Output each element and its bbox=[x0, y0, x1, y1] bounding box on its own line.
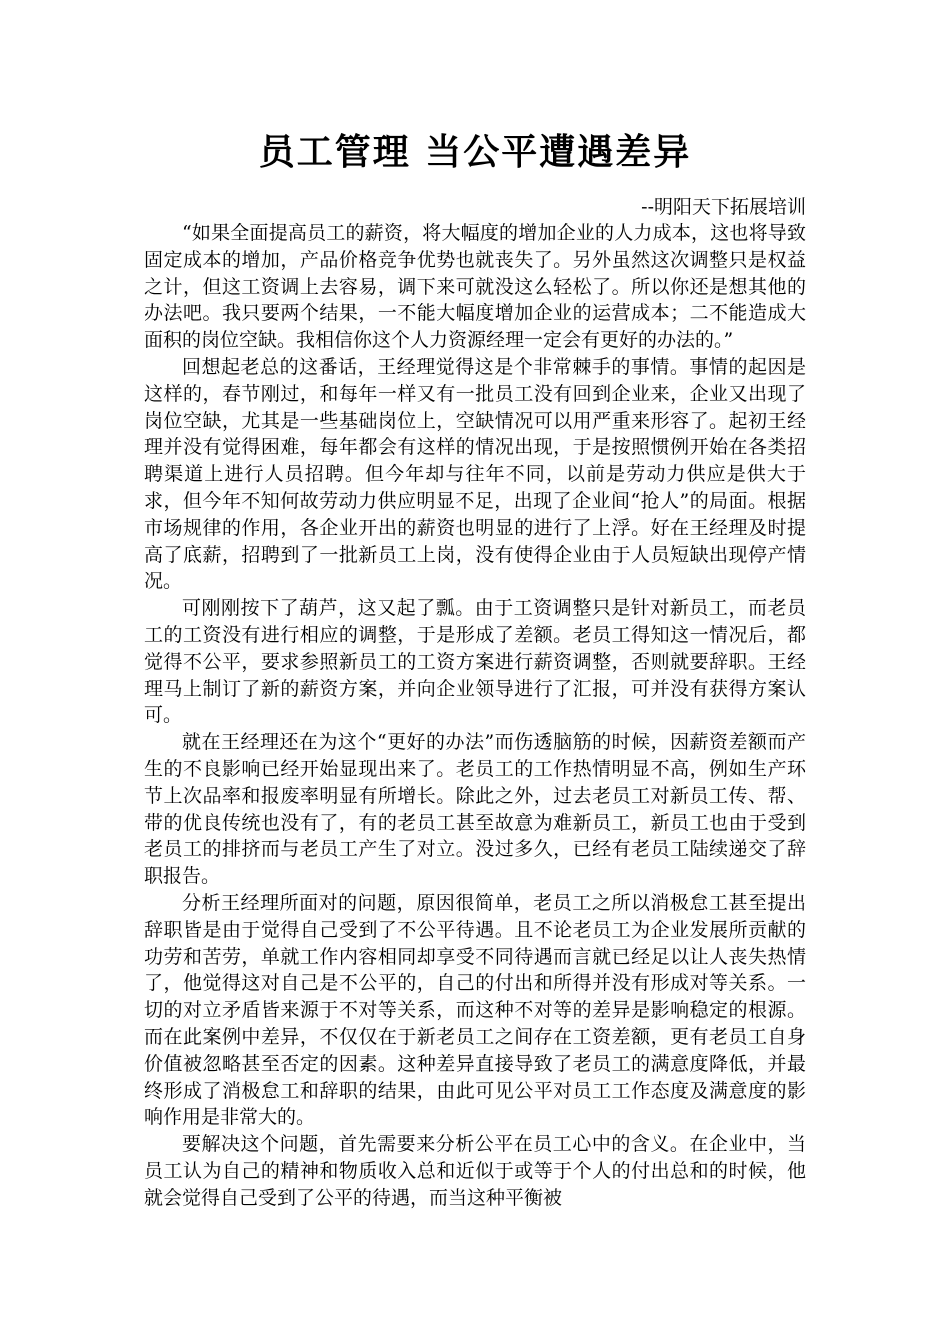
body-paragraph: 可刚刚按下了葫芦，这又起了瓢。由于工资调整只是针对新员工，而老员工的工资没有进行相应的调整，于是形成了差额。老员工得知这一情况后，都觉得不公平，要求参照新员工的工资方案进行薪资调整，否则就要辞职。王经理马上制订了新的薪资方案，并向企业领导进行了汇报，可并没有获得方案认可。 bbox=[144, 597, 806, 727]
body-paragraph: 要解决这个问题，首先需要来分析公平在员工心中的含义。在企业中，当员工认为自己的精神和物质收入总和近似于或等于个人的付出总和的时候，他就会觉得自己受到了公平的待遇，而当这种平衡被 bbox=[144, 1133, 806, 1209]
body-paragraph: 回想起老总的这番话，王经理觉得这是个非常棘手的事情。事情的起因是这样的，春节刚过，和每年一样又有一批员工没有回到企业来，企业又出现了岗位空缺，尤其是一些基础岗位上，空缺情况可以用严重来形容了。起初王经理并没有觉得困难，每年都会有这样的情况出现，于是按照惯例开始在各类招聘渠道上进行人员招聘。但今年却与往年不同，以前是劳动力供应是供大于求，但今年不知何故劳动力供应明显不足，出现了企业间“抢人”的局面。根据市场规律的作用，各企业开出的薪资也明显的进行了上浮。好在王经理及时提高了底薪，招聘到了一批新员工上岗，没有使得企业由于人员短缺出现停产情况。 bbox=[144, 355, 806, 593]
body-paragraph: 分析王经理所面对的问题，原因很简单，老员工之所以消极怠工甚至提出辞职皆是由于觉得自己受到了不公平待遇。且不论老员工为企业发展所贡献的功劳和苦劳，单就工作内容相同却享受不同待遇而言就已经足以让人丧失热情了，他觉得这对自己是不公平的，自己的付出和所得并没有形成对等关系。一切的对立矛盾皆来源于不对等关系，而这种不对等的差异是影响稳定的根源。而在此案例中差异，不仅仅在于新老员工之间存在工资差额，更有老员工自身价值被忽略甚至否定的因素。这种差异直接导致了老员工的满意度降低，并最终形成了消极怠工和辞职的结果，由此可见公平对员工工作态度及满意度的影响作用是非常大的。 bbox=[144, 891, 806, 1129]
body-paragraph: 就在王经理还在为这个“更好的办法”而伤透脑筋的时候，因薪资差额而产生的不良影响已经开始显现出来了。老员工的工作热情明显不高，例如生产环节上次品率和报废率明显有所增长。除此之外，过去老员工对新员工传、帮、带的优良传统也没有了，有的老员工甚至故意为难新员工，新员工也由于受到老员工的排挤而与老员工产生了对立。没过多久，已经有老员工陆续递交了辞职报告。 bbox=[144, 731, 806, 888]
document-byline: --明阳天下拓展培训 bbox=[641, 196, 806, 218]
document-body bbox=[144, 220, 806, 1211]
document-title: 员工管理 当公平遭遇差异 bbox=[258, 131, 692, 173]
body-paragraph: “如果全面提高员工的薪资，将大幅度的增加企业的人力成本，这也将导致固定成本的增加，产品价格竞争优势也就丧失了。另外虽然这次调整只是权益之计，但这工资调上去容易，调下来可就没这么轻松了。所以你还是想其他的办法吧。我只要两个结果，一不能大幅度增加企业的运营成本；二不能造成大面积的岗位空缺。我相信你这个人力资源经理一定会有更好的办法的。” bbox=[144, 222, 806, 352]
